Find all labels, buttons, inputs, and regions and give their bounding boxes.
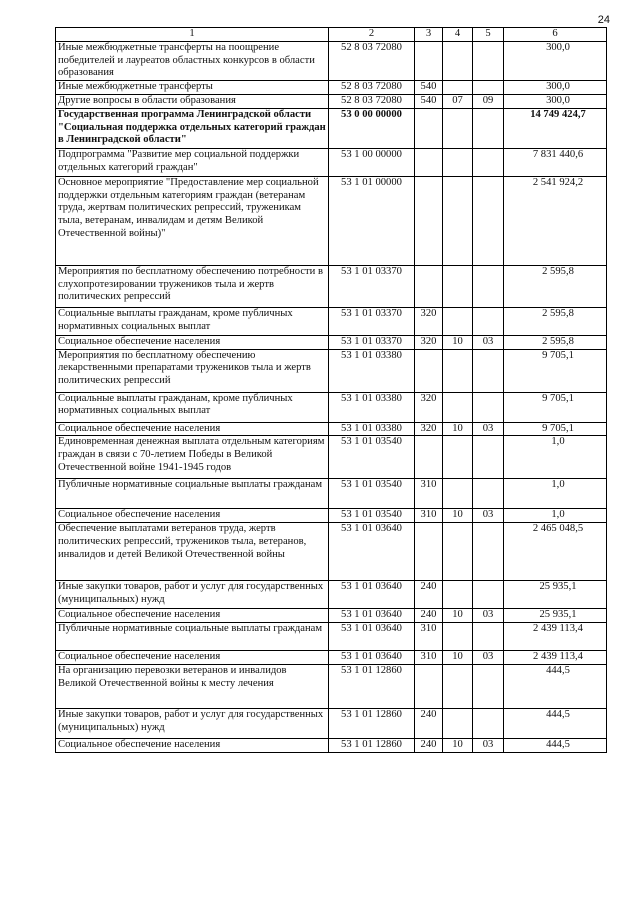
row-expense-type-cell: 240 — [415, 609, 443, 623]
row-sum-cell: 444,5 — [504, 708, 607, 738]
row-name-cell: Иные межбюджетные трансферты на поощрение победителей и лауреатов областных конкурсов в области образования — [56, 41, 329, 80]
row-subsection-cell: 09 — [473, 94, 504, 108]
row-expense-type-cell — [415, 664, 443, 708]
row-name-cell: Иные межбюджетные трансферты — [56, 81, 329, 95]
row-expense-type-cell: 320 — [415, 422, 443, 436]
row-subsection-cell: 03 — [473, 335, 504, 349]
row-name-cell: Публичные нормативные социальные выплаты гражданам — [56, 622, 329, 650]
row-sum-cell: 9 705,1 — [504, 422, 607, 436]
row-expense-type-cell: 540 — [415, 81, 443, 95]
row-name-cell: Иные закупки товаров, работ и услуг для государственных (муниципальных) нужд — [56, 708, 329, 738]
row-code-cell: 52 8 03 72080 — [329, 94, 415, 108]
row-subsection-cell: 03 — [473, 509, 504, 523]
row-code-cell: 53 1 00 00000 — [329, 148, 415, 176]
row-section-cell — [443, 108, 473, 148]
row-section-cell — [443, 176, 473, 265]
row-sum-cell: 2 439 113,4 — [504, 622, 607, 650]
table-row — [56, 349, 607, 392]
row-code-cell: 53 1 01 03380 — [329, 422, 415, 436]
row-code-cell: 53 1 01 03640 — [329, 523, 415, 581]
row-expense-type-cell — [415, 108, 443, 148]
row-subsection-cell — [473, 708, 504, 738]
row-name-cell: Социальные выплаты гражданам, кроме публичных нормативных социальных выплат — [56, 392, 329, 422]
row-sum-cell: 25 935,1 — [504, 609, 607, 623]
row-section-cell — [443, 81, 473, 95]
row-expense-type-cell — [415, 349, 443, 392]
table-row — [56, 335, 607, 349]
row-sum-cell: 1,0 — [504, 436, 607, 479]
row-code-cell: 53 1 01 03640 — [329, 581, 415, 609]
row-name-cell: Публичные нормативные социальные выплаты гражданам — [56, 479, 329, 509]
row-code-cell: 53 1 01 03370 — [329, 307, 415, 335]
row-sum-cell: 444,5 — [504, 738, 607, 752]
row-name-cell: Иные закупки товаров, работ и услуг для государственных (муниципальных) нужд — [56, 581, 329, 609]
row-expense-type-cell — [415, 265, 443, 307]
row-code-cell: 53 1 01 12860 — [329, 738, 415, 752]
row-code-cell: 53 1 01 00000 — [329, 176, 415, 265]
table-row — [56, 392, 607, 422]
row-name-cell: Социальное обеспечение населения — [56, 422, 329, 436]
row-section-cell — [443, 523, 473, 581]
table-row — [56, 708, 607, 738]
row-sum-cell: 300,0 — [504, 94, 607, 108]
row-expense-type-cell: 240 — [415, 738, 443, 752]
row-subsection-cell — [473, 523, 504, 581]
table-header-row — [56, 28, 607, 42]
row-subsection-cell: 03 — [473, 650, 504, 664]
row-expense-type-cell: 540 — [415, 94, 443, 108]
row-sum-cell: 1,0 — [504, 509, 607, 523]
row-section-cell — [443, 148, 473, 176]
table-row — [56, 650, 607, 664]
row-expense-type-cell — [415, 148, 443, 176]
table-row — [56, 609, 607, 623]
row-sum-cell: 2 541 924,2 — [504, 176, 607, 265]
row-expense-type-cell — [415, 41, 443, 80]
row-name-cell: Единовременная денежная выплата отдельным категориям граждан в связи с 70-летием Победы в Великой Отечественной войне 1941-1945 годов — [56, 436, 329, 479]
row-sum-cell: 2 439 113,4 — [504, 650, 607, 664]
table-row — [56, 108, 607, 148]
row-name-cell: Государственная программа Ленинградской области "Социальная поддержка отдельных категорий граждан в Ленинградской области" — [56, 108, 329, 148]
row-section-cell — [443, 436, 473, 479]
row-section-cell — [443, 307, 473, 335]
row-subsection-cell — [473, 664, 504, 708]
row-section-cell — [443, 479, 473, 509]
row-code-cell: 53 1 01 03370 — [329, 265, 415, 307]
table-row — [56, 664, 607, 708]
row-section-cell: 10 — [443, 650, 473, 664]
row-sum-cell: 9 705,1 — [504, 392, 607, 422]
row-sum-cell: 2 465 048,5 — [504, 523, 607, 581]
row-name-cell: На организацию перевозки ветеранов и инвалидов Великой Отечественной войны к месту лечения — [56, 664, 329, 708]
row-name-cell: Основное мероприятие "Предоставление мер социальной поддержки отдельным категориям граждан (ветеранам труда, жертвам политических репрессий, труженикам тыла, ветеранам, инвалидам и детям Великой Отечественной войны)" — [56, 176, 329, 265]
row-code-cell: 53 1 01 03540 — [329, 436, 415, 479]
row-name-cell: Социальное обеспечение населения — [56, 738, 329, 752]
row-expense-type-cell — [415, 176, 443, 265]
row-sum-cell: 300,0 — [504, 81, 607, 95]
row-name-cell: Мероприятия по бесплатному обеспечению лекарственными препаратами тружеников тыла и жертв политических репрессий — [56, 349, 329, 392]
row-subsection-cell — [473, 392, 504, 422]
row-expense-type-cell — [415, 436, 443, 479]
row-subsection-cell: 03 — [473, 422, 504, 436]
row-code-cell: 53 1 01 12860 — [329, 708, 415, 738]
row-expense-type-cell: 310 — [415, 650, 443, 664]
row-name-cell: Подпрограмма "Развитие мер социальной поддержки отдельных категорий граждан" — [56, 148, 329, 176]
row-sum-cell: 2 595,8 — [504, 307, 607, 335]
row-name-cell: Социальное обеспечение населения — [56, 650, 329, 664]
row-section-cell — [443, 581, 473, 609]
header-col-3: 3 — [415, 28, 443, 42]
table-row — [56, 176, 607, 265]
row-code-cell: 53 1 01 03370 — [329, 335, 415, 349]
row-sum-cell: 14 749 424,7 — [504, 108, 607, 148]
row-code-cell: 53 1 01 03540 — [329, 479, 415, 509]
row-expense-type-cell: 240 — [415, 708, 443, 738]
row-section-cell: 10 — [443, 422, 473, 436]
row-section-cell — [443, 708, 473, 738]
row-sum-cell: 300,0 — [504, 41, 607, 80]
table-row — [56, 738, 607, 752]
row-name-cell: Мероприятия по бесплатному обеспечению потребности в слухопротезировании тружеников тыла и жертв политических репрессий — [56, 265, 329, 307]
table-row — [56, 479, 607, 509]
row-code-cell: 52 8 03 72080 — [329, 81, 415, 95]
row-section-cell: 10 — [443, 509, 473, 523]
table-row — [56, 94, 607, 108]
row-name-cell: Социальное обеспечение населения — [56, 609, 329, 623]
page-number: 24 — [597, 14, 610, 26]
row-name-cell: Социальные выплаты гражданам, кроме публичных нормативных социальных выплат — [56, 307, 329, 335]
row-section-cell: 10 — [443, 335, 473, 349]
table-row — [56, 422, 607, 436]
row-code-cell: 53 1 01 03380 — [329, 392, 415, 422]
table-row — [56, 581, 607, 609]
row-sum-cell: 9 705,1 — [504, 349, 607, 392]
row-section-cell — [443, 265, 473, 307]
row-sum-cell: 2 595,8 — [504, 265, 607, 307]
row-sum-cell: 2 595,8 — [504, 335, 607, 349]
header-col-4: 4 — [443, 28, 473, 42]
row-code-cell: 53 1 01 03380 — [329, 349, 415, 392]
row-code-cell: 53 1 01 03640 — [329, 622, 415, 650]
table-row — [56, 622, 607, 650]
row-subsection-cell: 03 — [473, 609, 504, 623]
row-subsection-cell — [473, 176, 504, 265]
row-subsection-cell — [473, 581, 504, 609]
row-code-cell: 52 8 03 72080 — [329, 41, 415, 80]
header-col-6: 6 — [504, 28, 607, 42]
table-row — [56, 148, 607, 176]
table-row — [56, 523, 607, 581]
row-name-cell: Обеспечение выплатами ветеранов труда, жертв политических репрессий, тружеников тыла, ветеранов, инвалидов и детей Великой Отечественной войны — [56, 523, 329, 581]
row-name-cell: Социальное обеспечение населения — [56, 509, 329, 523]
row-sum-cell: 444,5 — [504, 664, 607, 708]
row-expense-type-cell: 240 — [415, 581, 443, 609]
row-section-cell — [443, 622, 473, 650]
row-code-cell: 53 0 00 00000 — [329, 108, 415, 148]
row-section-cell — [443, 664, 473, 708]
row-code-cell: 53 1 01 03540 — [329, 509, 415, 523]
table-body — [56, 41, 607, 752]
row-code-cell: 53 1 01 12860 — [329, 664, 415, 708]
row-section-cell — [443, 349, 473, 392]
row-subsection-cell — [473, 265, 504, 307]
row-expense-type-cell: 310 — [415, 479, 443, 509]
row-section-cell: 07 — [443, 94, 473, 108]
row-subsection-cell — [473, 436, 504, 479]
row-name-cell: Социальное обеспечение населения — [56, 335, 329, 349]
table-row — [56, 265, 607, 307]
row-subsection-cell — [473, 479, 504, 509]
table-row — [56, 436, 607, 479]
row-subsection-cell — [473, 81, 504, 95]
header-col-2: 2 — [329, 28, 415, 42]
table-row — [56, 307, 607, 335]
row-sum-cell: 1,0 — [504, 479, 607, 509]
row-section-cell: 10 — [443, 609, 473, 623]
row-code-cell: 53 1 01 03640 — [329, 650, 415, 664]
row-subsection-cell — [473, 349, 504, 392]
row-expense-type-cell: 310 — [415, 509, 443, 523]
table-row — [56, 41, 607, 80]
table-row — [56, 81, 607, 95]
row-section-cell — [443, 41, 473, 80]
row-sum-cell: 7 831 440,6 — [504, 148, 607, 176]
header-col-1: 1 — [56, 28, 329, 42]
row-subsection-cell — [473, 307, 504, 335]
row-subsection-cell — [473, 41, 504, 80]
row-expense-type-cell: 310 — [415, 622, 443, 650]
row-expense-type-cell: 320 — [415, 307, 443, 335]
row-subsection-cell — [473, 108, 504, 148]
row-expense-type-cell: 320 — [415, 335, 443, 349]
row-name-cell: Другие вопросы в области образования — [56, 94, 329, 108]
row-subsection-cell — [473, 622, 504, 650]
table-row — [56, 509, 607, 523]
header-col-5: 5 — [473, 28, 504, 42]
row-section-cell: 10 — [443, 738, 473, 752]
row-code-cell: 53 1 01 03640 — [329, 609, 415, 623]
row-sum-cell: 25 935,1 — [504, 581, 607, 609]
row-expense-type-cell — [415, 523, 443, 581]
row-subsection-cell: 03 — [473, 738, 504, 752]
budget-table — [55, 27, 607, 753]
row-section-cell — [443, 392, 473, 422]
row-expense-type-cell: 320 — [415, 392, 443, 422]
row-subsection-cell — [473, 148, 504, 176]
